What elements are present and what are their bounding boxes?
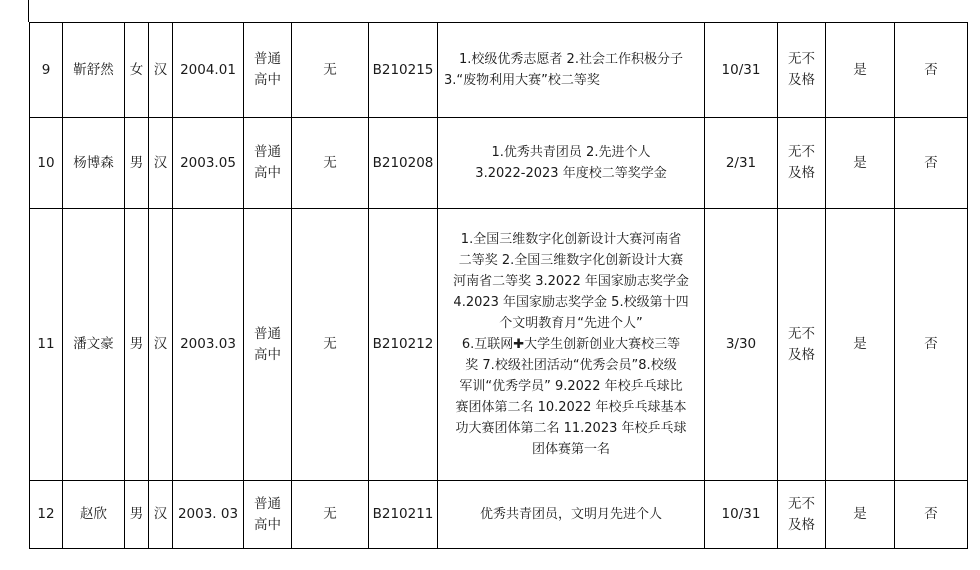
page-corner-mark (28, 0, 29, 22)
award-line: 赛团体第二名 10.2022 年校乒乓球基本 (455, 400, 687, 415)
education-line: 高中 (254, 516, 281, 533)
student-id: B210208 (369, 118, 438, 209)
failing-status (778, 23, 826, 118)
failing-line: 无不 (788, 144, 815, 160)
punishment: 无 (292, 118, 369, 209)
award-line: 1.全国三维数字化创新设计大赛河南省 (460, 232, 682, 247)
student-name: 杨博森 (63, 118, 125, 209)
birth-date: 2004.01 (173, 23, 244, 118)
education (244, 118, 292, 209)
award-line: 功大赛团体第二名 11.2023 年校乒乓球 (455, 421, 687, 436)
gender: 男 (125, 481, 149, 549)
failing-line: 及格 (788, 72, 815, 88)
failing-line: 及格 (788, 516, 815, 533)
awards-cell (438, 118, 705, 209)
class-rank: 10/31 (705, 23, 778, 118)
award-line: 4.2023 年国家励志奖学金 5.校级第十四 (453, 295, 689, 310)
education (244, 23, 292, 118)
gender: 男 (125, 118, 149, 209)
student-name: 靳舒然 (63, 23, 125, 118)
failing-line: 及格 (788, 346, 815, 363)
student-id: B210215 (369, 23, 438, 118)
yes-cell: 是 (826, 481, 895, 549)
student-id: B210211 (369, 481, 438, 549)
row-number: 12 (30, 481, 63, 549)
award-line: 6.互联网✚大学生创新创业大赛校三等 (461, 337, 681, 352)
failing-line: 及格 (788, 165, 815, 181)
education (244, 481, 292, 549)
ethnicity: 汉 (149, 481, 173, 549)
class-rank: 10/31 (705, 481, 778, 549)
failing-status (778, 481, 826, 549)
student-roster-table (29, 22, 968, 549)
education-line: 高中 (254, 72, 281, 88)
table-row (30, 118, 968, 209)
failing-status (778, 209, 826, 481)
table-row (30, 23, 968, 118)
education-line: 高中 (254, 346, 281, 363)
ethnicity: 汉 (149, 209, 173, 481)
education (244, 209, 292, 481)
ethnicity: 汉 (149, 118, 173, 209)
class-rank: 2/31 (705, 118, 778, 209)
yes-cell: 是 (826, 23, 895, 118)
yes-cell: 是 (826, 118, 895, 209)
award-line: 3.2022-2023 年度校二等奖学金 (475, 166, 667, 181)
table-body (30, 23, 968, 549)
no-cell: 否 (895, 118, 968, 209)
award-line: 1.校级优秀志愿者 2.社会工作积极分子 (459, 52, 683, 67)
award-line: 河南省二等奖 3.2022 年国家励志奖学金 (453, 274, 689, 289)
row-number: 9 (30, 23, 63, 118)
failing-line: 无不 (788, 325, 815, 342)
awards-cell (438, 481, 705, 549)
student-name: 赵欣 (63, 481, 125, 549)
award-line: 优秀共青团员，文明月先进个人 (479, 507, 662, 522)
student-name: 潘文豪 (63, 209, 125, 481)
awards-cell (438, 209, 705, 481)
class-rank: 3/30 (705, 209, 778, 481)
award-line: 个文明教育月“先进个人” (499, 316, 643, 331)
row-number: 11 (30, 209, 63, 481)
no-cell: 否 (895, 481, 968, 549)
birth-date: 2003. 03 (173, 481, 244, 549)
punishment: 无 (292, 481, 369, 549)
award-line: 团体赛第一名 (531, 442, 610, 457)
gender: 女 (125, 23, 149, 118)
birth-date: 2003.05 (173, 118, 244, 209)
punishment: 无 (292, 23, 369, 118)
student-id: B210212 (369, 209, 438, 481)
birth-date: 2003.03 (173, 209, 244, 481)
gender: 男 (125, 209, 149, 481)
failing-line: 无不 (788, 495, 815, 512)
award-line: 3.“废物利用大赛”校二等奖 (444, 73, 600, 88)
ethnicity: 汉 (149, 23, 173, 118)
no-cell: 否 (895, 23, 968, 118)
education-line: 普通 (254, 51, 281, 67)
table-row (30, 481, 968, 549)
no-cell: 否 (895, 209, 968, 481)
failing-line: 无不 (788, 51, 815, 67)
failing-status (778, 118, 826, 209)
row-number: 10 (30, 118, 63, 209)
award-line: 1.优秀共青团员 2.先进个人 (491, 145, 651, 160)
education-line: 高中 (254, 165, 281, 181)
award-line: 军训“优秀学员” 9.2022 年校乒乓球比 (459, 379, 683, 394)
award-line: 奖 7.校级社团活动“优秀会员”8.校级 (465, 358, 677, 373)
punishment: 无 (292, 209, 369, 481)
education-line: 普通 (254, 495, 281, 512)
awards-cell (438, 23, 705, 118)
education-line: 普通 (254, 325, 281, 342)
yes-cell: 是 (826, 209, 895, 481)
award-line: 二等奖 2.全国三维数字化创新设计大赛 (458, 253, 684, 268)
education-line: 普通 (254, 144, 281, 160)
table-row (30, 209, 968, 481)
